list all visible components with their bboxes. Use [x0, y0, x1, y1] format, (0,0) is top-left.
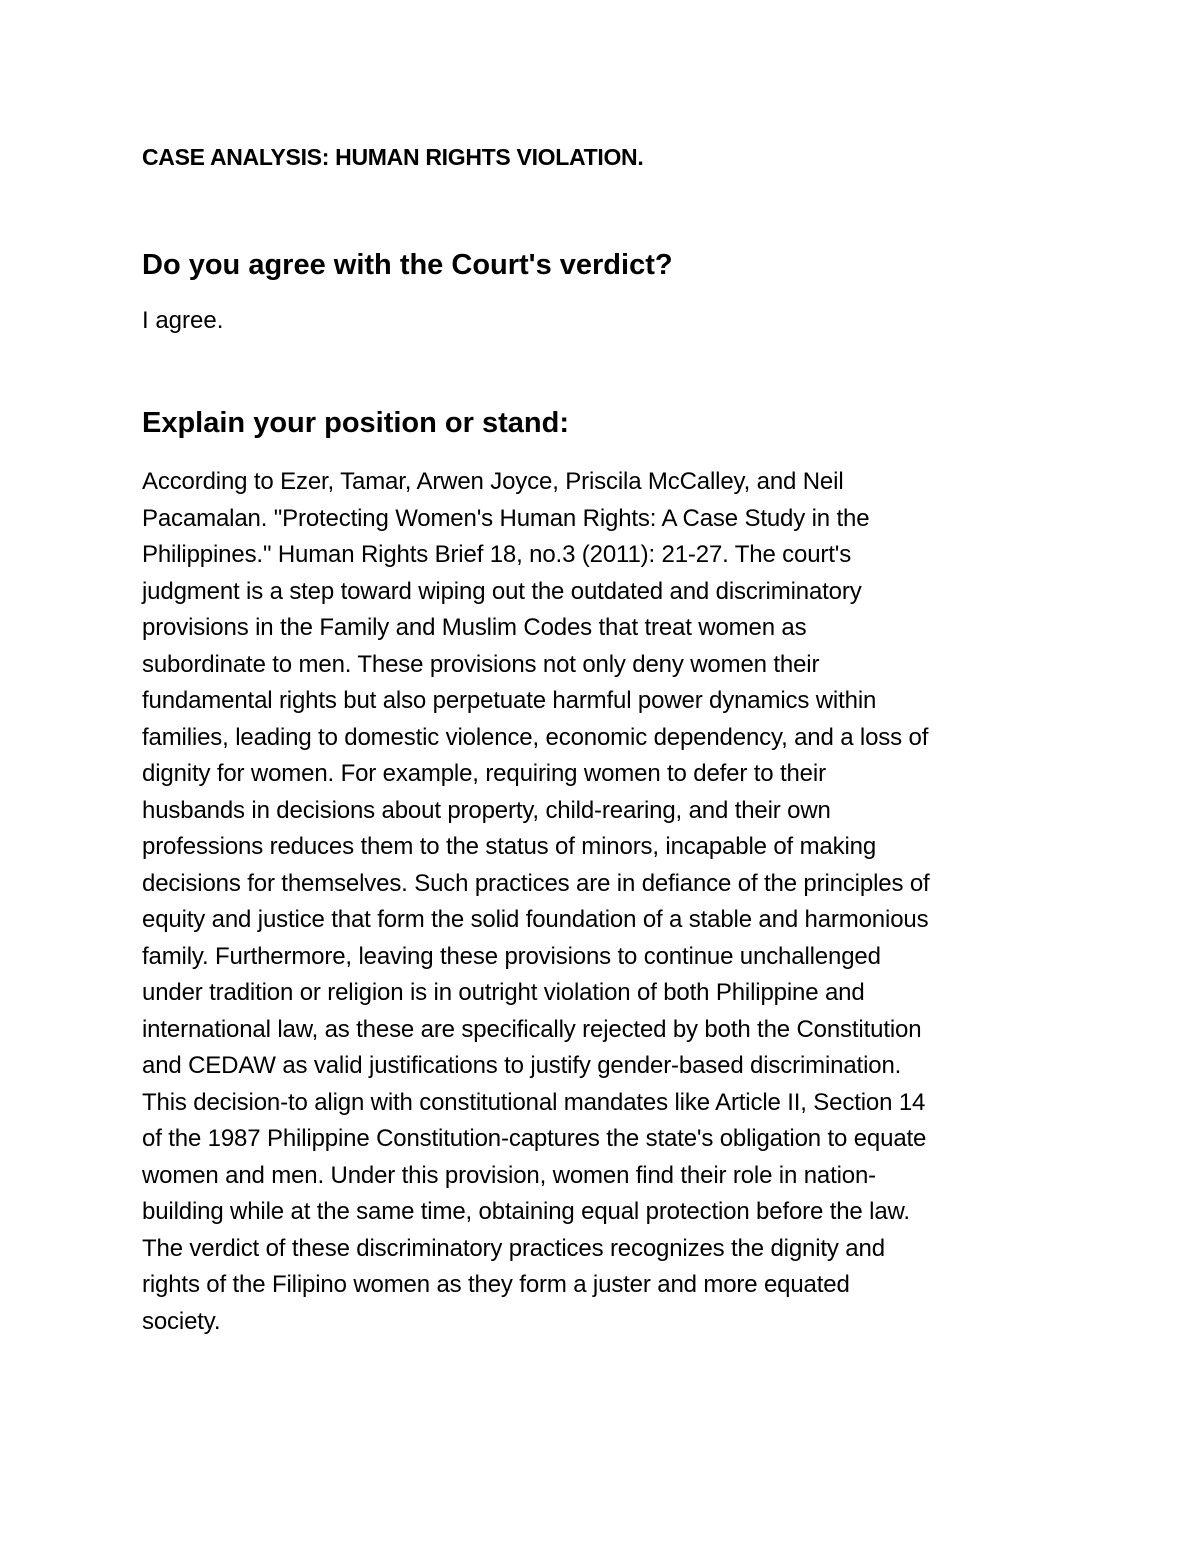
body-line: rights of the Filipino women as they form a juster and more equated — [142, 1271, 850, 1298]
body-line: building while at the same time, obtaining equal protection before the law. — [142, 1198, 910, 1225]
body-line: professions reduces them to the status of minors, incapable of making — [142, 833, 877, 860]
body-line: decisions for themselves. Such practices are in defiance of the principles of — [142, 869, 930, 897]
body-line: The verdict of these discriminatory practices recognizes the dignity and — [142, 1234, 885, 1262]
body-line: subordinate to men. These provisions not only deny women their — [142, 650, 820, 678]
document-title: CASE ANALYSIS: HUMAN RIGHTS VIOLATION. — [142, 144, 644, 170]
body-line: dignity for women. For example, requiring women to defer to their — [142, 760, 826, 787]
body-line: under tradition or religion is in outright violation of both Philippine and — [142, 979, 865, 1006]
body-line: and CEDAW as valid justifications to justify gender-based discrimination. — [142, 1052, 902, 1079]
body-line: Philippines." Human Rights Brief 18, no.3 (2011): 21-27. The court's — [142, 541, 852, 568]
body-line: fundamental rights but also perpetuate harmful power dynamics within — [142, 687, 877, 714]
body-line: families, leading to domestic violence, economic dependency, and a loss of — [142, 723, 929, 751]
body-line: According to Ezer, Tamar, Arwen Joyce, Priscila McCalley, and Neil — [142, 468, 844, 495]
body-line: society. — [142, 1307, 221, 1335]
question-heading-position: Explain your position or stand: — [142, 407, 569, 439]
answer-text-verdict: I agree. — [142, 307, 224, 334]
body-line: international law, as these are specifically rejected by both the Constitution — [142, 1015, 922, 1043]
body-line: husbands in decisions about property, child-rearing, and their own — [142, 796, 831, 824]
body-line: judgment is a step toward wiping out the outdated and discriminatory — [142, 577, 862, 605]
body-line: provisions in the Family and Muslim Codes that treat women as — [142, 614, 807, 641]
body-line: This decision-to align with constitutional mandates like Article II, Section 14 — [142, 1088, 926, 1116]
body-line: equity and justice that form the solid foundation of a stable and harmonious — [142, 906, 929, 933]
body-line: of the 1987 Philippine Constitution-captures the state's obligation to equate — [142, 1125, 927, 1152]
body-line: women and men. Under this provision, women find their role in nation- — [142, 1161, 877, 1189]
position-body-paragraph — [142, 464, 1072, 1340]
question-heading-verdict: Do you agree with the Court's verdict? — [142, 249, 673, 281]
body-line: family. Furthermore, leaving these provisions to continue unchallenged — [142, 942, 881, 970]
body-line: Pacamalan. "Protecting Women's Human Rights: A Case Study in the — [142, 504, 870, 532]
